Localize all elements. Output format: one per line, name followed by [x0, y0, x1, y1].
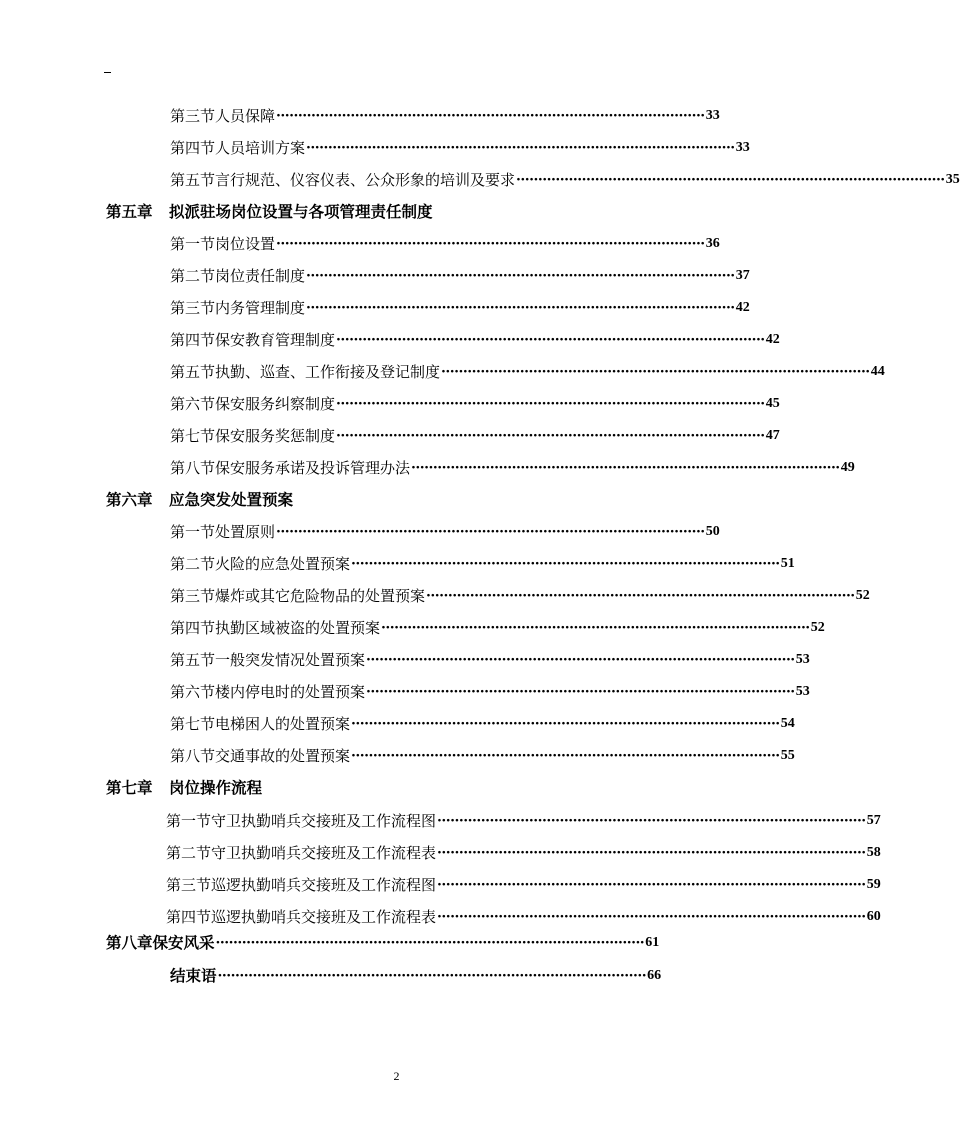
page-ref: 33	[735, 140, 750, 155]
section-title: 电梯困人的处置预案	[215, 715, 351, 733]
toc-entry[interactable]	[170, 617, 825, 639]
dot-leader: ··································································································	[215, 935, 645, 951]
section-title: 保安教育管理制度	[215, 331, 336, 349]
dot-leader: ··································································································	[351, 716, 780, 732]
chapter-title: 拟派驻场岗位设置与各项管理责任制度	[169, 202, 433, 221]
section-number: 第二节	[170, 555, 216, 573]
section-title: 岗位设置	[215, 235, 276, 253]
dot-leader: ··································································································	[437, 909, 866, 925]
section-number: 第五节	[170, 651, 216, 669]
toc-entry[interactable]	[170, 393, 780, 415]
toc-entry[interactable]	[170, 521, 720, 543]
toc-entry[interactable]	[170, 425, 780, 447]
page-ref: 45	[765, 396, 780, 411]
dot-leader: ··································································································	[366, 684, 795, 700]
toc-entry[interactable]	[170, 105, 720, 127]
section-title: 人员保障	[215, 107, 276, 125]
toc-entry[interactable]	[170, 681, 810, 703]
page-ref: 33	[705, 108, 720, 123]
chapter-entry[interactable]	[106, 932, 660, 954]
page-ref: 49	[840, 460, 855, 475]
dot-leader: ··································································································	[306, 268, 735, 284]
chapter-number: 第六章	[106, 490, 153, 509]
page-ref: 35	[945, 172, 960, 187]
section-number: 第六节	[170, 395, 216, 413]
section-number: 第三节	[170, 299, 216, 317]
section-title: 执勤、巡查、工作衔接及登记制度	[215, 363, 441, 381]
section-number: 第二节	[166, 844, 212, 862]
page-ref: 60	[866, 909, 881, 924]
dot-leader: ··································································································	[381, 620, 810, 636]
toc-entry[interactable]	[170, 745, 795, 767]
section-number: 第七节	[170, 715, 216, 733]
toc-entry[interactable]	[170, 649, 810, 671]
dot-leader: ··································································································	[411, 460, 840, 476]
page-ref: 52	[810, 620, 825, 635]
dot-leader: ··································································································	[276, 524, 705, 540]
chapter-title: 应急突发处置预案	[169, 490, 294, 509]
page-ref: 50	[705, 524, 720, 539]
dot-leader: ··································································································	[336, 332, 765, 348]
toc-entry[interactable]	[170, 553, 795, 575]
page-ref: 61	[645, 935, 660, 950]
toc-entry[interactable]	[170, 585, 870, 607]
page-ref: 53	[795, 652, 810, 667]
page-number: 2	[393, 1069, 400, 1083]
section-number: 第四节	[170, 619, 216, 637]
dot-leader: ··································································································	[336, 428, 765, 444]
dot-leader: ··································································································	[351, 556, 780, 572]
dot-leader: ··································································································	[336, 396, 765, 412]
dot-leader: ··································································································	[426, 588, 855, 604]
section-title: 保安服务奖惩制度	[215, 427, 336, 445]
toc-entry[interactable]	[170, 329, 780, 351]
section-number: 第二节	[170, 267, 216, 285]
page-ref: 53	[795, 684, 810, 699]
toc-entry[interactable]	[166, 810, 881, 832]
section-number: 第四节	[170, 139, 216, 157]
section-title: 巡逻执勤哨兵交接班及工作流程表	[211, 908, 437, 926]
section-title: 保安服务纠察制度	[215, 395, 336, 413]
section-title: 守卫执勤哨兵交接班及工作流程图	[211, 812, 437, 830]
section-title: 内务管理制度	[215, 299, 306, 317]
section-number: 第六节	[170, 683, 216, 701]
chapter-heading[interactable]	[106, 489, 293, 511]
chapter-number: 第五章	[106, 202, 153, 221]
page-ref: 59	[866, 877, 881, 892]
section-number: 第八节	[170, 747, 216, 765]
chapter-number: 第八章	[106, 933, 153, 952]
section-number: 第四节	[170, 331, 216, 349]
dot-leader: ··································································································	[351, 748, 780, 764]
section-number: 第一节	[170, 235, 216, 253]
section-number: 第七节	[170, 427, 216, 445]
toc-entry[interactable]	[166, 906, 881, 928]
dot-leader: ··································································································	[276, 236, 705, 252]
page-ref: 47	[765, 428, 780, 443]
section-number: 第三节	[170, 107, 216, 125]
dot-leader: ··································································································	[441, 364, 870, 380]
dot-leader: ··································································································	[306, 300, 735, 316]
page-ref: 51	[780, 556, 795, 571]
page-ref: 66	[647, 968, 662, 983]
chapter-number: 第七章	[106, 778, 153, 797]
dot-leader: ··································································································	[516, 172, 945, 188]
toc-entry-ending[interactable]	[170, 965, 662, 987]
section-number: 第一节	[166, 812, 212, 830]
toc-entry[interactable]	[170, 137, 750, 159]
page-ref: 42	[765, 332, 780, 347]
page-ref: 37	[735, 268, 750, 283]
dot-leader: ··································································································	[366, 652, 795, 668]
toc-entry[interactable]	[170, 457, 855, 479]
section-title: 言行规范、仪容仪表、公众形象的培训及要求	[215, 171, 516, 189]
section-title: 守卫执勤哨兵交接班及工作流程表	[211, 844, 437, 862]
chapter-heading[interactable]	[106, 777, 262, 799]
section-title: 交通事故的处置预案	[215, 747, 351, 765]
toc-entry[interactable]	[170, 361, 885, 383]
page-ref: 57	[866, 813, 881, 828]
page-ref: 55	[780, 748, 795, 763]
dot-leader: ··································································································	[437, 845, 866, 861]
section-number: 第三节	[170, 587, 216, 605]
section-number: 第四节	[166, 908, 212, 926]
dot-leader: ··································································································	[437, 813, 866, 829]
section-number: 第三节	[166, 876, 212, 894]
section-number: 第八节	[170, 459, 216, 477]
toc-entry[interactable]	[166, 842, 881, 864]
page-ref: 58	[866, 845, 881, 860]
page-ref: 36	[705, 236, 720, 251]
toc-entry[interactable]	[170, 233, 720, 255]
dot-leader: ··································································································	[306, 140, 735, 156]
section-title: 保安服务承诺及投诉管理办法	[215, 459, 411, 477]
section-title: 人员培训方案	[215, 139, 306, 157]
section-title: 一般突发情况处置预案	[215, 651, 366, 669]
section-title: 巡逻执勤哨兵交接班及工作流程图	[211, 876, 437, 894]
dot-leader: ··································································································	[437, 877, 866, 893]
section-number: 第五节	[170, 171, 216, 189]
section-number: 第一节	[170, 523, 216, 541]
dot-leader: ··································································································	[276, 108, 705, 124]
toc-entry[interactable]	[170, 713, 795, 735]
toc-entry[interactable]	[170, 265, 750, 287]
section-title: 岗位责任制度	[215, 267, 306, 285]
toc-entry[interactable]	[170, 169, 960, 191]
toc-entry[interactable]	[170, 297, 750, 319]
section-title: 楼内停电时的处置预案	[215, 683, 366, 701]
chapter-title: 岗位操作流程	[169, 778, 263, 797]
chapter-heading[interactable]	[106, 201, 433, 223]
page-ref: 42	[735, 300, 750, 315]
toc-entry[interactable]	[166, 874, 881, 896]
page-ref: 54	[780, 716, 795, 731]
chapter-title: 保安风采	[152, 933, 215, 952]
dot-leader: ··································································································	[217, 968, 647, 984]
section-number: 第五节	[170, 363, 216, 381]
page-ref: 44	[870, 364, 885, 379]
page-ref: 52	[855, 588, 870, 603]
section-title: 执勤区域被盗的处置预案	[215, 619, 381, 637]
ending-title: 结束语	[170, 966, 217, 985]
section-title: 处置原则	[215, 523, 276, 541]
section-title: 火险的应急处置预案	[215, 555, 351, 573]
section-title: 爆炸或其它危险物品的处置预案	[215, 587, 426, 605]
